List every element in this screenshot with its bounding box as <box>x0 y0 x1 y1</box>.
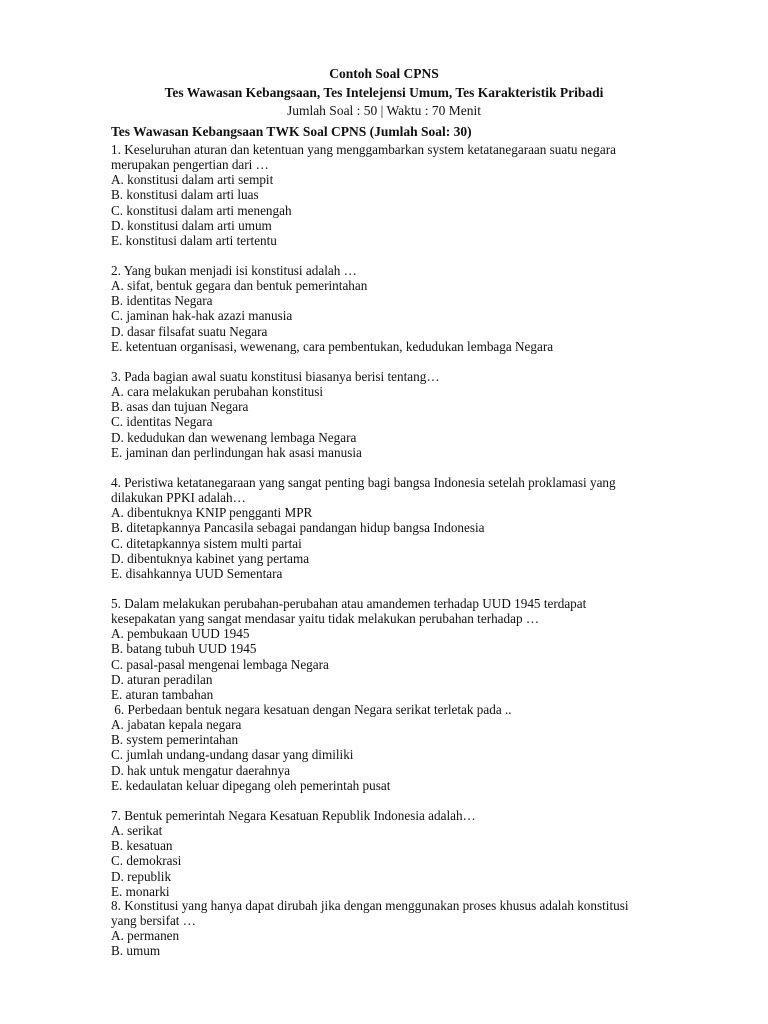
option-e: E. disahkannya UUD Sementara <box>111 565 283 581</box>
option-b: B. konstitusi dalam arti luas <box>111 187 259 203</box>
option-e: E. aturan tambahan <box>111 686 214 702</box>
option-a: A. jabatan kepala negara <box>111 717 242 733</box>
question-text: 7. Bentuk pemerintah Negara Kesatuan Republik Indonesia adalah… <box>111 808 476 823</box>
document-subtitle: Tes Wawasan Kebangsaan, Tes Intelejensi Umum, Tes Karakteristik Pribadi <box>164 85 604 100</box>
question-text: dilakukan PPKI adalah… <box>111 490 246 506</box>
question-text: yang bersifat … <box>111 913 196 929</box>
question-text: kesepakatan yang sangat mendasar yaitu tidak melakukan perubahan terhadap … <box>111 611 540 627</box>
question-5 <box>111 596 711 702</box>
question-4 <box>111 475 711 581</box>
option-a: A. pembukaan UUD 1945 <box>111 626 250 642</box>
question-text: 4. Peristiwa ketatanegaraan yang sangat penting bagi bangsa Indonesia setelah proklamasi yang <box>111 475 616 490</box>
option-a: A. dibentuknya KNIP pengganti MPR <box>111 505 313 521</box>
option-d: D. republik <box>111 868 172 884</box>
option-b: B. umum <box>111 943 161 959</box>
option-a: A. serikat <box>111 823 163 839</box>
question-text: merupakan pengertian dari … <box>111 157 269 173</box>
option-c: C. demokrasi <box>111 853 182 869</box>
option-d: D. konstitusi dalam arti umum <box>111 217 272 233</box>
question-8 <box>111 898 711 959</box>
option-e: E. monarki <box>111 883 170 899</box>
option-b: B. ditetapkannya Pancasila sebagai pandangan hidup bangsa Indonesia <box>111 520 485 536</box>
option-a: A. cara melakukan perubahan konstitusi <box>111 384 324 400</box>
option-b: B. identitas Negara <box>111 293 213 309</box>
question-text: 1. Keseluruhan aturan dan ketentuan yang menggambarkan system ketatanegaraan suatu negara <box>111 142 616 157</box>
option-e: E. ketentuan organisasi, wewenang, cara pembentukan, kedudukan lembaga Negara <box>111 338 554 354</box>
option-d: D. aturan peradilan <box>111 671 213 687</box>
question-text: 8. Konstitusi yang hanya dapat dirubah jika dengan menggunakan proses khusus adalah konstitusi <box>111 898 629 913</box>
question-2 <box>111 263 711 354</box>
option-c: C. jumlah undang-undang dasar yang dimiliki <box>111 747 354 763</box>
question-text: 2. Yang bukan menjadi isi konstitusi adalah … <box>111 263 357 278</box>
question-text: 3. Pada bagian awal suatu konstitusi biasanya berisi tentang… <box>111 369 440 384</box>
option-d: D. dasar filsafat suatu Negara <box>111 323 268 339</box>
document-info: Jumlah Soal : 50 | Waktu : 70 Menit <box>286 103 482 118</box>
option-c: C. ditetapkannya sistem multi partai <box>111 535 302 551</box>
option-c: C. pasal-pasal mengenai lembaga Negara <box>111 656 329 672</box>
section-title: Tes Wawasan Kebangsaan TWK Soal CPNS (Jumlah Soal: 30) <box>111 124 472 139</box>
option-c: C. konstitusi dalam arti menengah <box>111 202 292 218</box>
question-1 <box>111 142 711 248</box>
option-a: A. konstitusi dalam arti sempit <box>111 172 274 188</box>
option-b: B. asas dan tujuan Negara <box>111 399 249 415</box>
question-text: 6. Perbedaan bentuk negara kesatuan dengan Negara serikat terletak pada .. <box>111 702 512 717</box>
option-d: D. hak untuk mengatur daerahnya <box>111 762 291 778</box>
question-3 <box>111 369 711 460</box>
option-d: D. kedudukan dan wewenang lembaga Negara <box>111 429 357 445</box>
option-e: E. kedaulatan keluar dipegang oleh pemerintah pusat <box>111 777 391 793</box>
question-text: 5. Dalam melakukan perubahan-perubahan atau amandemen terhadap UUD 1945 terdapat <box>111 596 587 611</box>
option-a: A. sifat, bentuk gegara dan bentuk pemerintahan <box>111 278 368 294</box>
option-c: C. identitas Negara <box>111 414 213 430</box>
option-b: B. system pemerintahan <box>111 732 239 748</box>
option-e: E. jaminan dan perlindungan hak asasi manusia <box>111 444 362 460</box>
option-b: B. batang tubuh UUD 1945 <box>111 641 257 657</box>
option-b: B. kesatuan <box>111 838 173 854</box>
option-d: D. dibentuknya kabinet yang pertama <box>111 550 310 566</box>
option-a: A. permanen <box>111 928 180 944</box>
option-c: C. jaminan hak-hak azazi manusia <box>111 308 293 324</box>
document-title: Contoh Soal CPNS <box>329 66 439 81</box>
option-e: E. konstitusi dalam arti tertentu <box>111 232 277 248</box>
question-6 <box>111 702 711 793</box>
question-7 <box>111 808 711 899</box>
